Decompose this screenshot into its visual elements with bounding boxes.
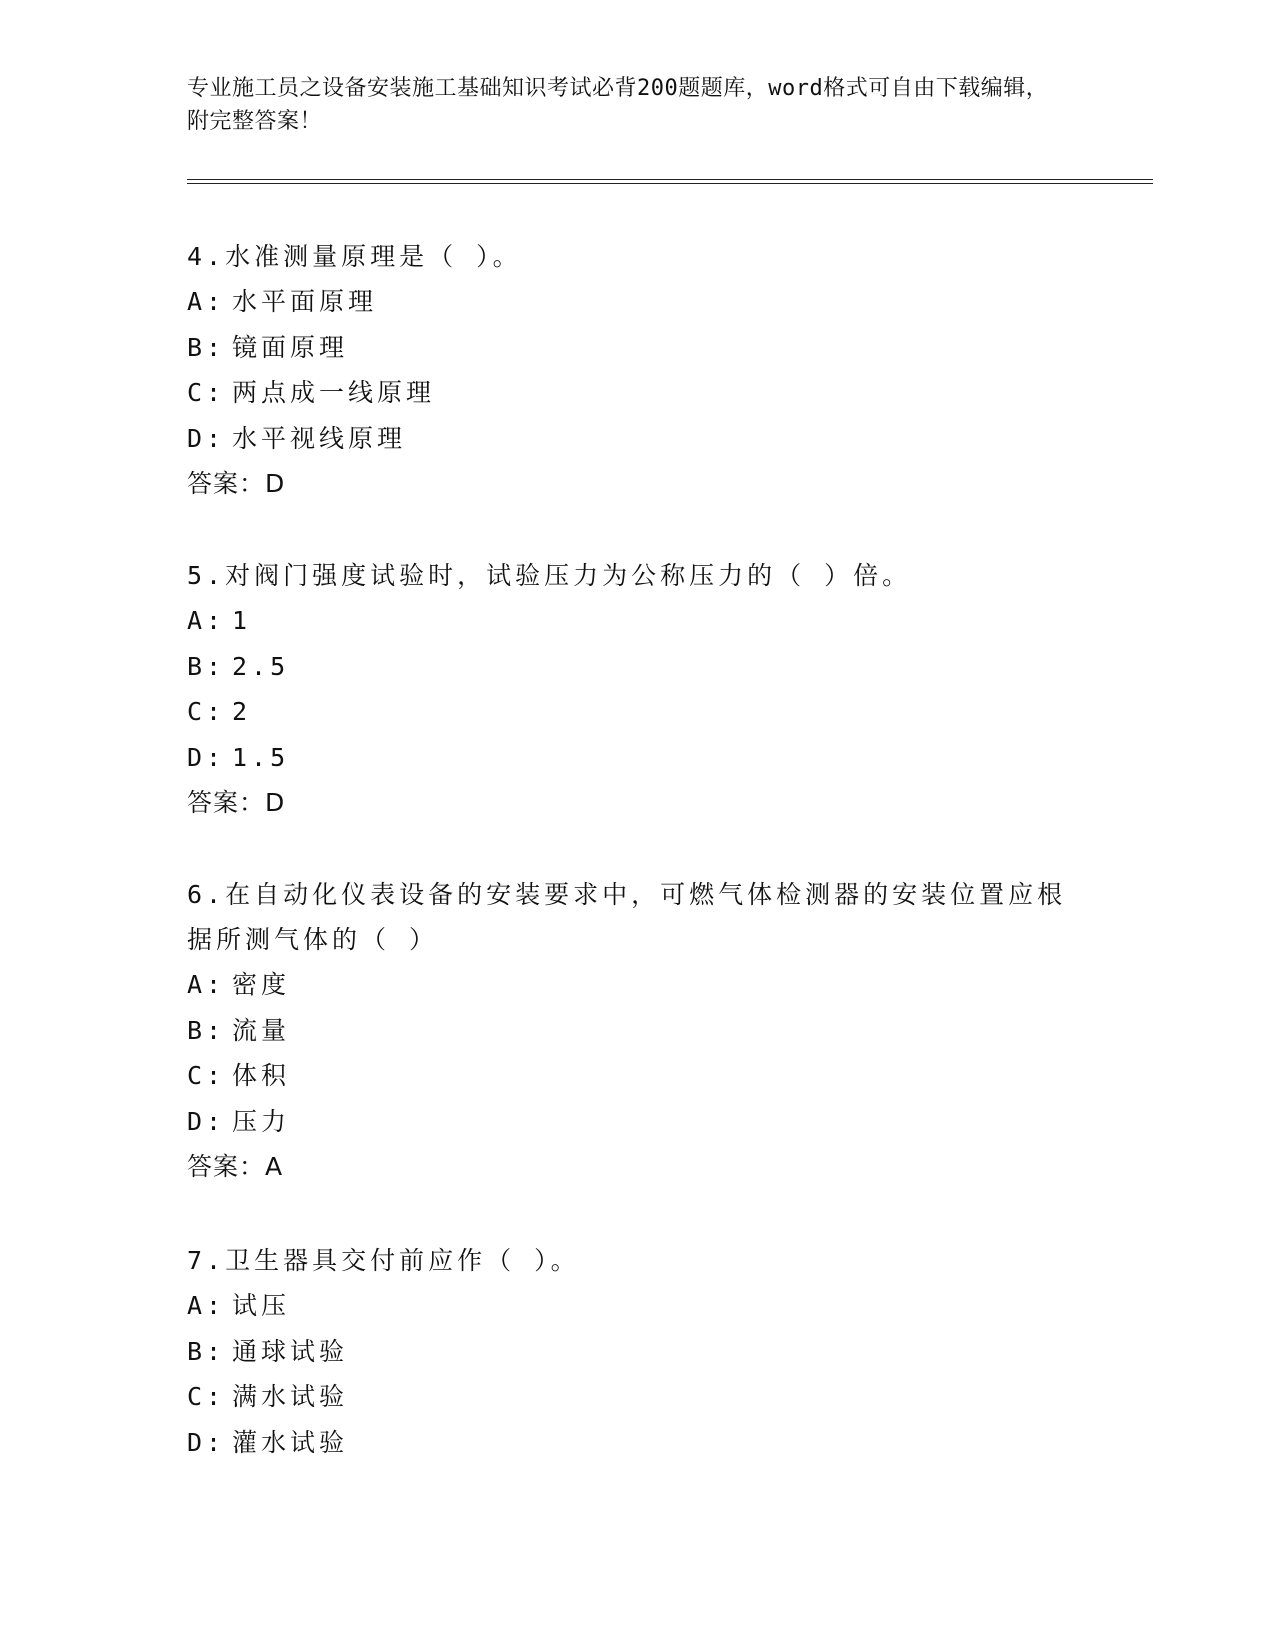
option-d bbox=[187, 735, 1087, 781]
option-text: 试压 bbox=[232, 1291, 291, 1320]
option-letter: D: bbox=[187, 1106, 226, 1136]
option-text: 体积 bbox=[232, 1061, 291, 1090]
option-letter: B: bbox=[187, 332, 226, 362]
question-stem: 4.水准测量原理是（ ）。 bbox=[187, 242, 522, 271]
question-stem: 6.在自动化仪表设备的安装要求中，可燃气体检测器的安装位置应根据所测气体的（ ） bbox=[187, 880, 1067, 954]
question-6 bbox=[187, 872, 1087, 1189]
option-text: 2.5 bbox=[232, 651, 290, 681]
option-a bbox=[187, 279, 1087, 325]
option-d bbox=[187, 1420, 1087, 1466]
option-letter: B: bbox=[187, 1015, 226, 1045]
option-letter: B: bbox=[187, 651, 226, 681]
option-b bbox=[187, 325, 1087, 371]
option-letter: B: bbox=[187, 1336, 226, 1366]
option-text: 压力 bbox=[232, 1106, 291, 1136]
answer-line: 答案：D bbox=[187, 788, 286, 817]
option-c bbox=[187, 1053, 1087, 1099]
option-b bbox=[187, 1008, 1087, 1054]
option-text: 1 bbox=[232, 606, 252, 635]
option-d bbox=[187, 1099, 1087, 1145]
option-c bbox=[187, 370, 1087, 416]
answer-line: 答案：D bbox=[187, 469, 286, 498]
option-text: 流量 bbox=[232, 1015, 291, 1045]
option-a bbox=[187, 962, 1087, 1008]
option-letter: A: bbox=[187, 287, 226, 316]
option-b bbox=[187, 1329, 1087, 1375]
option-letter: C: bbox=[187, 1382, 226, 1411]
document-header: 专业施工员之设备安装施工基础知识考试必背200题题库，word格式可自由下载编辑，附完整答案！ bbox=[187, 76, 1049, 134]
option-text: 2 bbox=[232, 697, 252, 726]
question-7 bbox=[187, 1238, 1087, 1465]
question-stem: 7.卫生器具交付前应作（ ）。 bbox=[187, 1246, 580, 1275]
option-d bbox=[187, 416, 1087, 462]
question-4 bbox=[187, 234, 1087, 506]
option-letter: D: bbox=[187, 742, 226, 772]
option-letter: C: bbox=[187, 697, 226, 726]
option-text: 密度 bbox=[232, 970, 291, 999]
option-c bbox=[187, 1374, 1087, 1420]
option-letter: A: bbox=[187, 1291, 226, 1320]
option-text: 1.5 bbox=[232, 742, 290, 772]
option-letter: A: bbox=[187, 606, 226, 635]
option-text: 水平视线原理 bbox=[232, 423, 407, 453]
answer-line: 答案：A bbox=[187, 1152, 284, 1181]
option-letter: C: bbox=[187, 1061, 226, 1090]
header-divider-top bbox=[187, 179, 1153, 180]
option-text: 通球试验 bbox=[232, 1336, 349, 1366]
header-divider-bottom bbox=[187, 183, 1153, 184]
option-text: 灌水试验 bbox=[232, 1427, 349, 1457]
option-text: 满水试验 bbox=[232, 1382, 349, 1411]
question-5 bbox=[187, 553, 1087, 825]
option-letter: D: bbox=[187, 423, 226, 453]
option-letter: A: bbox=[187, 970, 226, 999]
option-text: 镜面原理 bbox=[232, 332, 349, 362]
option-text: 水平面原理 bbox=[232, 287, 378, 316]
option-c bbox=[187, 689, 1087, 735]
option-a bbox=[187, 1283, 1087, 1329]
option-letter: D: bbox=[187, 1427, 226, 1457]
question-stem: 5.对阀门强度试验时，试验压力为公称压力的（ ）倍。 bbox=[187, 561, 912, 590]
option-a bbox=[187, 598, 1087, 644]
option-b bbox=[187, 644, 1087, 690]
option-text: 两点成一线原理 bbox=[232, 378, 436, 407]
option-letter: C: bbox=[187, 378, 226, 407]
